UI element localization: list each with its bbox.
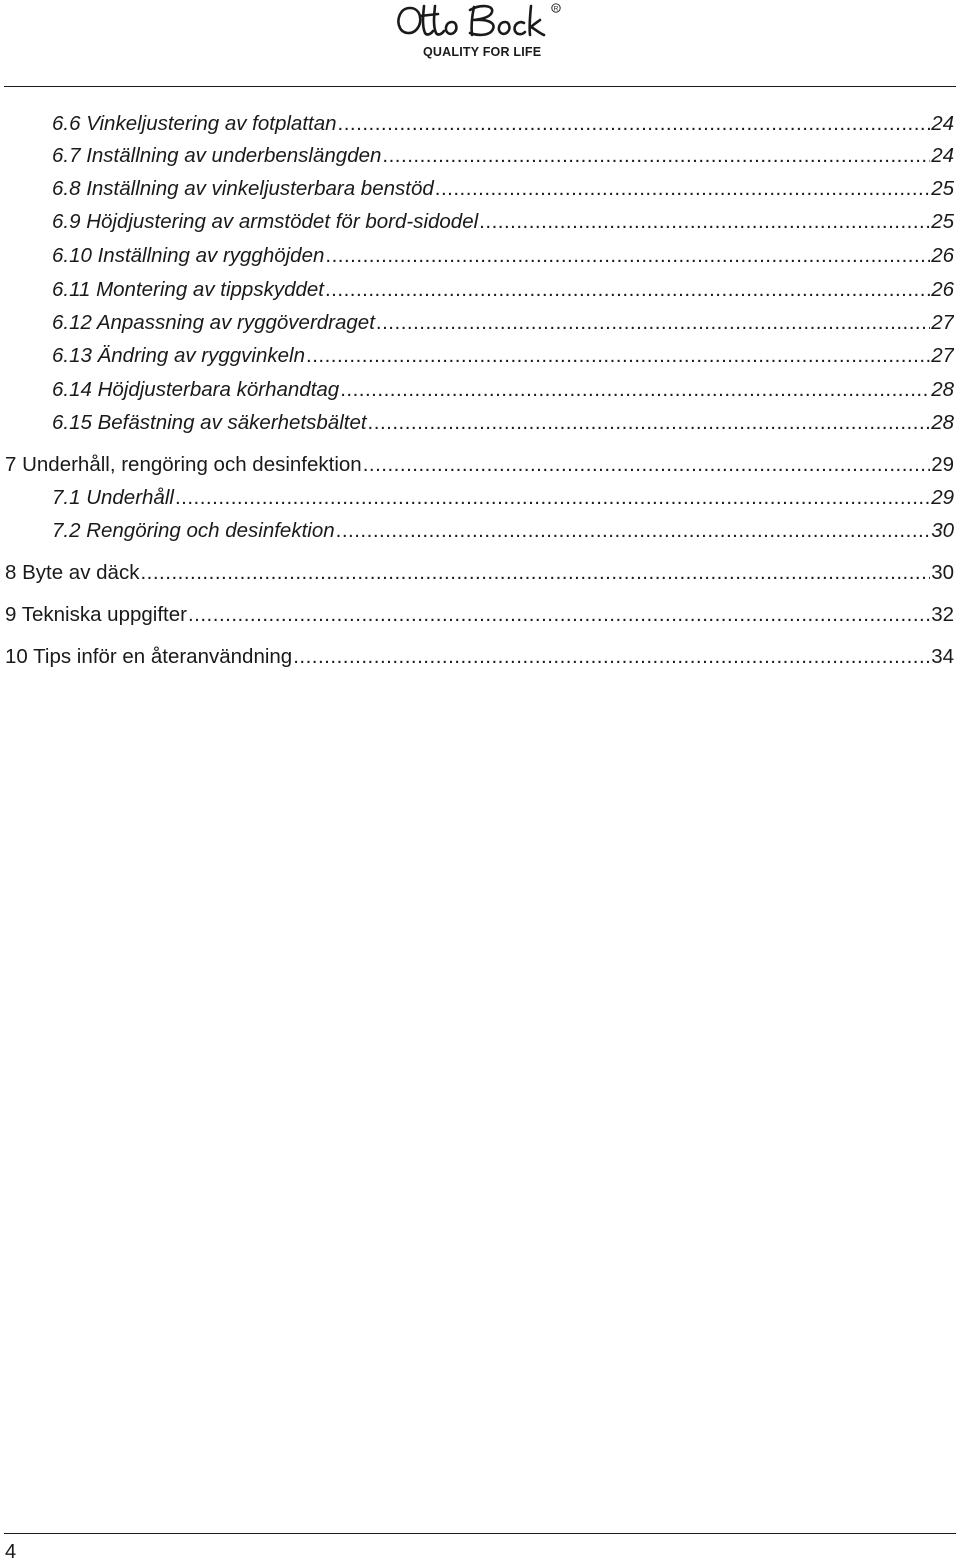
toc-entry[interactable]	[52, 342, 954, 370]
toc-entry-title: 6.9 Höjdjustering av armstödet för bord-sidodel	[52, 210, 479, 233]
dot-leader	[325, 242, 930, 270]
dot-leader	[338, 110, 931, 138]
svg-text:R: R	[553, 5, 559, 13]
toc-entry-title: 6.10 Inställning av rygghöjden	[52, 244, 325, 267]
page-number: 4	[5, 1541, 17, 1563]
toc-entry-page-number: 24	[931, 112, 954, 135]
toc-entry-title: 8 Byte av däck	[5, 561, 140, 584]
toc-entry[interactable]	[52, 110, 954, 138]
footer-divider	[4, 1533, 956, 1534]
dot-leader	[376, 309, 930, 337]
toc-entry-page-number: 26	[931, 244, 954, 267]
toc-entry[interactable]	[52, 208, 954, 236]
toc-entry-page-number: 28	[931, 411, 954, 434]
toc-entry-title: 6.8 Inställning av vinkeljusterbara benstöd	[52, 177, 434, 200]
toc-entry-title: 6.12 Anpassning av ryggöverdraget	[52, 311, 375, 334]
toc-entry[interactable]	[5, 559, 954, 587]
toc-entry[interactable]	[5, 451, 954, 479]
dot-leader	[382, 142, 930, 170]
dot-leader	[435, 175, 930, 203]
toc-entry-page-number: 24	[931, 144, 954, 167]
toc-entry-page-number: 29	[931, 486, 954, 509]
toc-entry-page-number: 29	[931, 453, 954, 476]
toc-entry-title: 6.14 Höjdjusterbara körhandtag	[52, 378, 340, 401]
toc-entry-page-number: 28	[931, 378, 954, 401]
toc-entry-title: 7 Underhåll, rengöring och desinfektion	[5, 453, 362, 476]
toc-entry[interactable]	[52, 276, 954, 304]
toc-entry-title: 6.6 Vinkeljustering av fotplattan	[52, 112, 337, 135]
toc-entry-page-number: 27	[931, 311, 954, 334]
toc-entry[interactable]	[5, 643, 954, 671]
toc-entry[interactable]	[52, 142, 954, 170]
dot-leader	[175, 484, 930, 512]
dot-leader	[325, 276, 930, 304]
toc-entry-page-number: 30	[931, 519, 954, 542]
dot-leader	[368, 409, 931, 437]
toc-entry[interactable]	[52, 376, 954, 404]
toc-entry-page-number: 30	[931, 561, 954, 584]
toc-entry-page-number: 26	[931, 278, 954, 301]
dot-leader	[340, 376, 930, 404]
toc-entry-page-number: 25	[931, 210, 954, 233]
toc-entry-title: 6.11 Montering av tippskyddet	[52, 278, 324, 301]
dot-leader	[479, 208, 930, 236]
toc-entry-title: 7.1 Underhåll	[52, 486, 174, 509]
dot-leader	[336, 517, 931, 545]
dot-leader	[306, 342, 930, 370]
toc-entry[interactable]	[52, 309, 954, 337]
toc-entry-title: 6.7 Inställning av underbenslängden	[52, 144, 382, 167]
brand-tagline: QUALITY FOR LIFE	[423, 45, 542, 59]
header-divider	[4, 86, 956, 87]
toc-entry-title: 6.13 Ändring av ryggvinkeln	[52, 344, 305, 367]
toc-entry[interactable]	[52, 517, 954, 545]
dot-leader	[188, 601, 930, 629]
dot-leader	[363, 451, 930, 479]
toc-entry[interactable]	[52, 409, 954, 437]
toc-entry-page-number: 27	[931, 344, 954, 367]
otto-bock-logo	[394, 0, 566, 44]
toc-entry-title: 9 Tekniska uppgifter	[5, 603, 187, 626]
toc-entry[interactable]	[52, 175, 954, 203]
toc-entry-page-number: 34	[931, 645, 954, 668]
toc-entry-title: 6.15 Befästning av säkerhetsbältet	[52, 411, 367, 434]
toc-entry[interactable]	[52, 484, 954, 512]
toc-entry[interactable]	[52, 242, 954, 270]
toc-entry[interactable]	[5, 601, 954, 629]
toc-entry-page-number: 25	[931, 177, 954, 200]
dot-leader	[140, 559, 930, 587]
page-header	[0, 0, 960, 88]
toc-entry-title: 10 Tips inför en återanvändning	[5, 645, 293, 668]
dot-leader	[293, 643, 930, 671]
toc-entry-page-number: 32	[931, 603, 954, 626]
toc-entry-title: 7.2 Rengöring och desinfektion	[52, 519, 335, 542]
